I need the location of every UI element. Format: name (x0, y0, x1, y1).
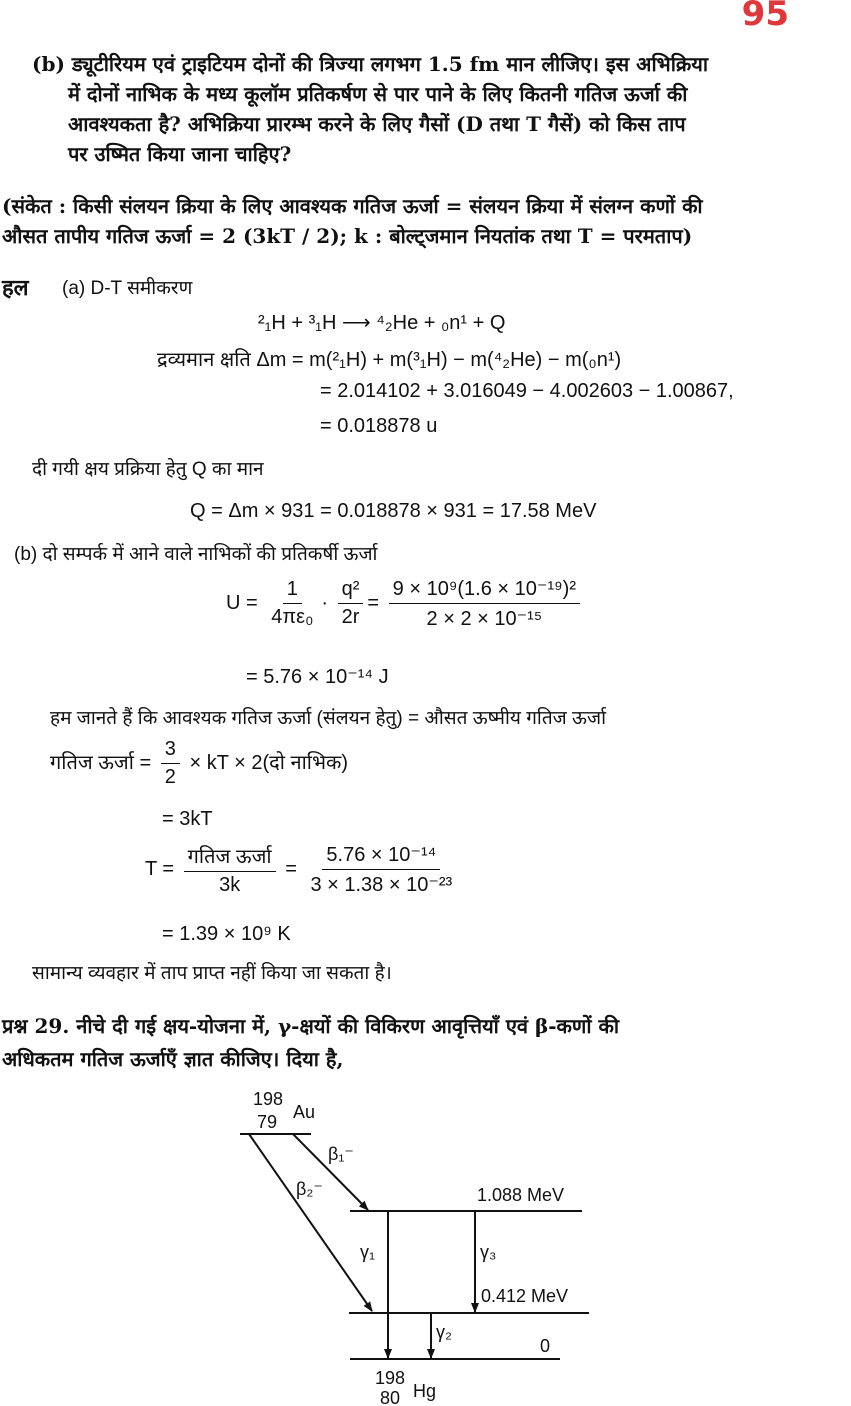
part-b-heading: (b) दो सम्पर्क में आने वाले नाभिकों की प्रतिकर्षी ऊर्जा (14, 544, 378, 565)
hint-line: औसत तापीय गतिज ऊर्जा = 2 (3kT / 2); k : बोल्ट्जमान नियतांक तथा T = परमताप) (2, 224, 693, 248)
denominator: 3 × 1.38 × 10⁻²³ (310, 874, 453, 896)
q-intro: दी गयी क्षय प्रक्रिया हेतु Q का मान (32, 459, 264, 480)
question-b-line: पर उष्मित किया जाना चाहिए? (68, 142, 292, 166)
denominator: 2 × 2 × 10⁻¹⁵ (426, 608, 543, 630)
t-equals: = (285, 857, 297, 880)
solution-label: हल (2, 275, 29, 301)
denominator: 2 (164, 766, 176, 788)
numerator: 9 × 10⁹(1.6 × 10⁻¹⁹)² (389, 576, 580, 604)
parent-mass: 198 (253, 1089, 284, 1109)
beta2-label: β₂⁻ (296, 1179, 323, 1199)
u-lhs: U = (226, 591, 258, 614)
level-high-label: 1.088 MeV (477, 1185, 565, 1205)
reaction-equation: ²₁H + ³₁H ⟶ ⁴₂He + ₀n¹ + Q (258, 312, 506, 334)
gamma1-label: γ₁ (360, 1242, 376, 1262)
numerator: q² (338, 578, 364, 604)
numerator: गतिज ऊर्जा (184, 842, 276, 872)
numerator: 1 (283, 578, 302, 604)
denominator: 4πε₀ (271, 606, 314, 628)
ke-lhs: गतिज ऊर्जा = (50, 751, 152, 774)
question-29-line: प्रश्न 29. नीचे दी गई क्षय-योजना में, γ-क्षयों की विकिरण आवृत्तियाँ एवं β-कणों की (2, 1014, 620, 1038)
question-b-line: में दोनों नाभिक के मध्य कूलॉम प्रतिकर्षण से पार पाने के लिए कितनी गतिज ऊर्जा की (68, 82, 688, 106)
q-calculation: Q = Δm × 931 = 0.018878 × 931 = 17.58 MeV (190, 500, 597, 522)
parent-symbol: Au (293, 1102, 316, 1122)
conclusion: सामान्य व्यवहार में ताप प्राप्त नहीं किया जा सकता है। (32, 963, 392, 984)
part-a-heading: (a) D-T समीकरण (62, 278, 193, 299)
hint-line: (संकेत : किसी संलयन क्रिया के लिए आवश्यक गतिज ऊर्जा = संलयन क्रिया में संलग्न कणों की (2, 194, 703, 218)
u-result: = 5.76 × 10⁻¹⁴ J (246, 666, 389, 688)
ke-statement: हम जानते हैं कि आवश्यक गतिज ऊर्जा (संलयन हेतु) = औसत ऊष्मीय गतिज ऊर्जा (50, 708, 606, 729)
gamma2-label: γ₂ (436, 1322, 452, 1342)
beta1-label: β₁⁻ (328, 1144, 354, 1164)
question-29-line: अधिकतम गतिज ऊर्जाएँ ज्ञात कीजिए। दिया है, (2, 1047, 344, 1071)
daughter-symbol: Hg (413, 1381, 437, 1401)
ke-rhs: × kT × 2(दो नाभिक) (189, 751, 349, 774)
u-equation: U = $\frac{1}{\text{4πε₀}}$ · $\frac{\text{q²}}{2r}$ = $\frac{\text{9 × 10⁹(1.6 × 10⁻¹⁹)²}}{\text{2 × 2 × 10⁻¹⁵}}$ (226, 576, 584, 631)
level-mid-label: 0.412 MeV (481, 1286, 569, 1306)
daughter-mass: 198 (375, 1368, 406, 1388)
t-lhs: T = (145, 857, 175, 880)
question-b-line: आवश्यकता है? अभिक्रिया प्रारम्भ करने के लिए गैसों (D तथा T गैसें) को किस ताप (68, 112, 686, 136)
mass-values: = 2.014102 + 3.016049 − 4.002603 − 1.00867, (320, 380, 734, 402)
parent-z: 79 (257, 1112, 278, 1132)
numerator: 5.76 × 10⁻¹⁴ (322, 842, 440, 870)
level-ground-label: 0 (540, 1336, 551, 1356)
t-result: = 1.39 × 10⁹ K (162, 923, 291, 945)
question-b-line: (b) ड्यूटीरियम एवं ट्राइटियम दोनों की त्रिज्या लगभग 1.5 fm मान लीजिए। इस अभिक्रिया (32, 52, 709, 76)
ke-result: = 3kT (162, 808, 213, 830)
daughter-z: 80 (380, 1388, 401, 1406)
page-number: 95 (741, 0, 789, 34)
denominator: 3k (219, 874, 241, 896)
gamma3-label: γ₃ (480, 1242, 497, 1262)
denominator: 2r (341, 606, 360, 628)
mass-result: = 0.018878 u (320, 415, 438, 437)
numerator: 3 (161, 738, 180, 764)
mass-defect-equation: द्रव्यमान क्षति Δm = m(²₁H) + m(³₁H) − m(⁴₂He) − m(₀n¹) (157, 349, 622, 371)
